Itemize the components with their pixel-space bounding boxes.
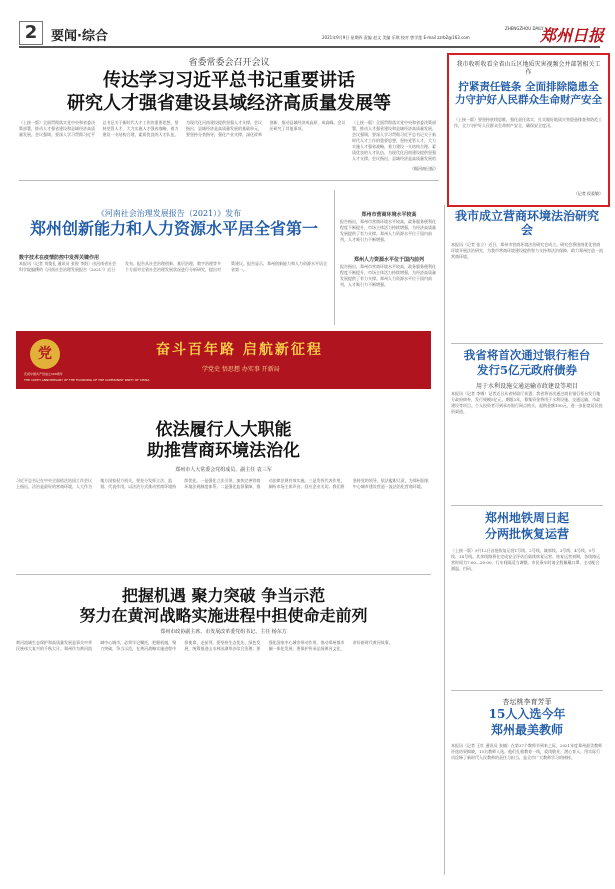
- right-col-divider: [444, 205, 445, 875]
- banner-slogan: 奋斗百年路 启航新征程: [156, 342, 323, 358]
- lead-body-cont: （上接一版）全面贯彻落实党中央和省委决策部署，推动人才强省建设和县域经济高质量发展。会议强调，要深入学习贯彻习近平总书记关于新时代人才工作的重要思想，坚持党管人才，大力实施人才强省战略，着力建设一支结构合理、素质优良的人才队伍，为现代化河南建设提供坚强人才支撑。会议指出，县域经济是高质量发展的: [352, 120, 436, 161]
- page-number: 2: [19, 21, 43, 45]
- metro-body: （上接一版）9月12日首批恢复运营1号线、2号线、城郊线、3号线、4号线、5号线、14号线。其余线路将在完成安全评估后陆续恢复运营。恢复运营初期，各线路运营时间为7:00—20:00，行车间隔适当调整。市民乘车时请全程佩戴口罩，主动配合测温、扫码。: [451, 548, 601, 571]
- masthead-en: ZHENGZHOU DAILY: [505, 26, 544, 31]
- report-kicker: 《河南社会治理发展报告（2021）》发布: [96, 209, 242, 218]
- talent-body: 本报讯（记者 王红 通讯员 张楠）在第37个教师节到来之际，2021年度郑州最美教师评选结果揭晓，15名教师入选。他们扎根教育一线，爱岗敬业、潜心育人，用实际行动诠释了新时代人民教师的责任与担当，是全市广大教师学习的榜样。: [451, 743, 603, 760]
- side-body: 报告指出，郑州市营商环境水平较高，政务服务便利化程度不断提升，市场主体活力持续增强，为经济高质量发展提供了有力支撑。郑州人力资源水平位于国内前列，人才吸引力不断增强。: [340, 219, 436, 242]
- highlight-box: [447, 53, 610, 207]
- yellow-title-1: 把握机遇 聚力突破 争当示范: [121, 586, 326, 605]
- lead-title-1: 传达学习习近平总书记重要讲话: [103, 70, 355, 91]
- divider: [451, 505, 603, 506]
- divider: [19, 180, 439, 181]
- law-title-2: 助推营商环境法治化: [147, 441, 300, 461]
- yellow-title-2: 努力在黄河战略实施进程中担使命走前列: [79, 606, 368, 625]
- party-emblem-icon: 党: [30, 339, 60, 369]
- report-title: 郑州创新能力和人力资源水平居全省第一: [29, 219, 318, 238]
- lead-kicker: 省委常委会召开会议: [188, 58, 270, 68]
- side-kicker: 郑州市营商环境水平较高: [361, 212, 417, 218]
- metro-title-1: 郑州地铁周日起: [484, 511, 569, 525]
- yellow-body: 黄河流域生态保护和高质量发展是事关中华民族伟大复兴的千秋大计。郑州作为黄河流域中心城市，必须牢记嘱托，把握机遇，聚力突破，争当示范，在黄河战略实施进程中担使命、走前列。要坚持生态优先、绿色发展，统筹推进山水林田湖草沙综合治理；要强化国家中心城市带动作用，推动郑州都市圈一体化发展；要保护传承弘扬黄河文化，讲好新时代黄河故事。: [16, 640, 393, 651]
- divider: [451, 343, 603, 344]
- banner-subslogan: 学党史 悟思想 办实事 开新局: [202, 366, 280, 373]
- report-subhead: 数字技术在疫情防控中发挥关键作用: [19, 255, 100, 261]
- talent-title-1: 15人入选今年: [488, 707, 566, 721]
- col-divider: [334, 190, 335, 325]
- redbox-kicker: 我市收听收看全省山丘区地质灾害视频会并部署相关工作: [456, 61, 601, 76]
- side-body-2: 报告指出，郑州市营商环境水平较高，政务服务便利化程度不断提升，市场主体活力持续增强，为经济高质量发展提供了有力支撑。郑州人力资源水平位于国内前列，人才吸引力不断增强。: [340, 264, 436, 287]
- metro-title-2: 分两批恢复运营: [484, 527, 569, 541]
- side-subhead: 郑州人力资源水平位于国内前列: [353, 257, 424, 263]
- divider: [451, 690, 603, 691]
- section-title: 要闻·综合: [51, 29, 108, 44]
- redbox-byline: （记者 侯爱敏）: [573, 191, 603, 196]
- env-title: 我市成立营商环境法治研究会: [454, 209, 599, 237]
- redbox-body: （上接一版）要坚持底线思维，强化责任落实，扎实做好地质灾害隐患排查和防范工作，全力守护好人民群众生命财产安全，确保安全度汛。: [454, 117, 602, 128]
- law-title-1: 依法履行人大职能: [155, 420, 292, 440]
- law-byline: 郑州市人大常委会党组成员、副主任 袁三军: [175, 467, 272, 473]
- bond-title-2: 发行5亿元政府债券: [476, 363, 577, 377]
- bond-title-1: 我省将首次通过银行柜台: [463, 348, 591, 362]
- report-body: 本报讯（记者 刘俊礼 通讯员 张锐 李阳）由河南省社会科学院编撰的《河南社会治理发展报告（2021）》近日发布。报告从社会治理创新、基层治理、数字治理等多个方面对全省社会治理发展状况进行分析研究，提出对策建议。报告显示，郑州创新能力和人力资源水平居全省第一。: [19, 261, 327, 272]
- header-rule: [19, 46, 600, 48]
- redbox-title: 拧紧责任链条 全面排除隐患全力守护好人民群众生命财产安全: [455, 81, 602, 106]
- banner-caption-en: THE 100TH ANNIVERSARY OF THE FOUNDING OF THE COMMUNIST PARTY OF CHINA: [24, 378, 150, 382]
- yellow-byline: 郑州市政协副主席、市发展改革委党组书记、主任 杨东方: [160, 629, 287, 635]
- banner-caption: 庆祝中国共产党成立100周年: [24, 372, 63, 376]
- lead-body: （上接一版）全面贯彻落实党中央和省委决策部署，推动人才强省建设和县域经济高质量发展。会议强调，要深入学习贯彻习近平总书记关于新时代人才工作的重要思想，坚持党管人才，大力实施人才强省战略，着力建设一支结构合理、素质优良的人才队伍，为现代化河南建设提供坚强人才支撑。会议指出，县域经济是高质量发展的基础单元，要坚持分类指导，强化产业支撑，深化改革创新，推动县域经济成高原、成高峰。会议还研究了其他事项。: [19, 120, 346, 137]
- masthead-logo: 郑州日报: [540, 26, 605, 45]
- law-body: 习近平总书记在中央全面依法治国工作会议上指出，法治是最好的营商环境。人大作为地方国家权力机关，要充分发挥立法、监督、代表作用，以法治方式推动营商环境持续优化。一是强化立法引领，加快完善营商环境法规制度体系。二是强化监督保障，推动法律法规有效实施。三是发挥代表作用，倾听市场主体声音，回应企业关切。我们将坚持党的领导，依法履职尽责，为郑州国家中心城市建设营造一流法治化营商环境。: [16, 478, 429, 489]
- party-banner: [16, 331, 431, 389]
- bond-subtitle: 用于水利设施交通运输市政建设等项目: [475, 383, 578, 390]
- lead-byline: （据河南日报）: [410, 166, 438, 171]
- bond-body: 本报讯（记者 李娜）记者近日从省财政厅获悉，我省将首次通过商业银行柜台发行地方政府债券，发行规模5亿元，期限3年，募集资金将用于水利设施、交通运输、市政建设等项目。个人投资者可到承办银行网点购买，起购金额100元，进一步拓宽居民投资渠道。: [451, 391, 603, 414]
- issue-meta: 2021年9月9日 星期四 责编 赵文 美编 乐琪 校对 曾学莲 E-mail zzrb2@163.com: [322, 35, 470, 40]
- talent-title-2: 郑州最美教师: [490, 723, 563, 737]
- env-body: 本报讯（记者 张立）近日，郑州市营商环境法治研究会成立。研究会将围绕优化营商环境开展法治研究，为我市营商环境建设提供智力支持和法治保障，助力郑州打造一流营商环境。: [451, 242, 603, 259]
- lead-title-2: 研究人才强省建设县域经济高质量发展等: [67, 93, 391, 114]
- talent-kicker: 杏坛桃李育芳菲: [502, 698, 552, 706]
- divider: [16, 574, 431, 575]
